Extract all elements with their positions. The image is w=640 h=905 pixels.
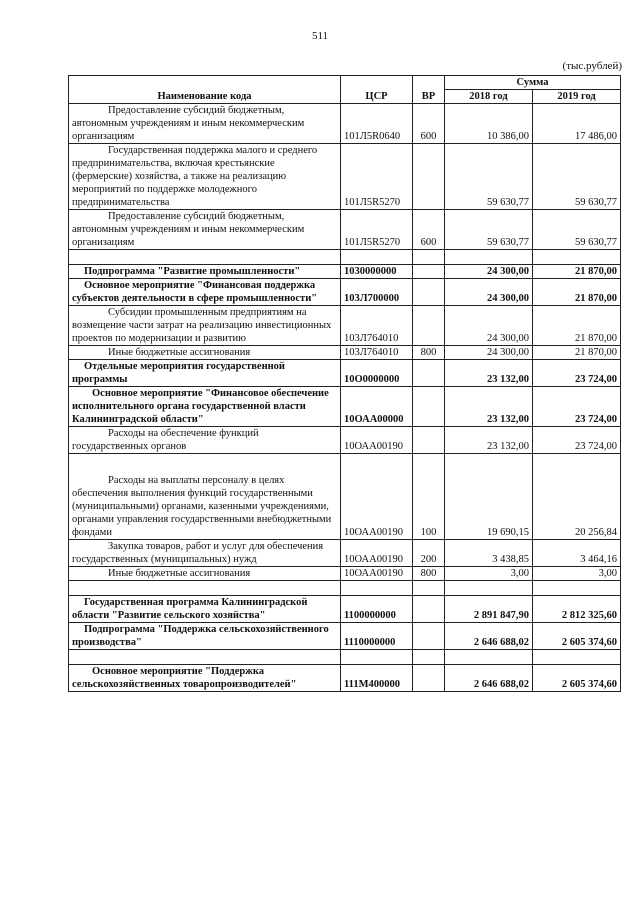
table-row xyxy=(69,104,621,144)
row-vr xyxy=(413,306,445,346)
row-2018: 10 386,00 xyxy=(445,104,533,144)
row-2018: 24 300,00 xyxy=(445,346,533,360)
row-2018: 23 132,00 xyxy=(445,387,533,427)
row-vr: 200 xyxy=(413,540,445,567)
row-csr: 103Л764010 xyxy=(341,306,413,346)
header-2019: 2019 год xyxy=(533,90,621,104)
row-csr: 101Л5R0640 xyxy=(341,104,413,144)
row-2018: 23 132,00 xyxy=(445,427,533,454)
row-name: Подпрограмма "Поддержка сельскохозяйственного производства" xyxy=(72,624,329,648)
row-vr xyxy=(413,265,445,279)
row-csr: 10ОАА00190 xyxy=(341,567,413,581)
header-name: Наименование кода xyxy=(69,76,341,104)
row-csr: 1100000000 xyxy=(341,596,413,623)
row-csr: 101Л5R5270 xyxy=(341,144,413,210)
spacer-row xyxy=(69,250,621,265)
row-csr: 111М400000 xyxy=(341,665,413,692)
row-vr: 100 xyxy=(413,454,445,540)
row-2018: 2 646 688,02 xyxy=(445,665,533,692)
row-vr: 800 xyxy=(413,346,445,360)
row-2018: 2 646 688,02 xyxy=(445,623,533,650)
row-name: Предоставление субсидий бюджетным, автономным учреждениям и иным некоммерческим организациям xyxy=(72,105,305,142)
row-name: Закупка товаров, работ и услуг для обеспечения государственных (муниципальных) нужд xyxy=(72,541,324,565)
row-csr: 1030000000 xyxy=(341,265,413,279)
row-name: Государственная поддержка малого и среднего предпринимательства, включая крестьянские (фермерские) хозяйства, а также на реализацию мероприятий по поддержке молодежного предпринимательства xyxy=(72,145,318,208)
page-number: 511 xyxy=(311,30,329,42)
row-2019: 3,00 xyxy=(533,567,621,581)
row-name: Иные бюджетные ассигнования xyxy=(108,568,251,579)
row-csr: 10ОАА00000 xyxy=(341,387,413,427)
table-row xyxy=(69,427,621,454)
table-row xyxy=(69,210,621,250)
row-name: Субсидии промышленным предприятиям на возмещение части затрат на реализацию инвестиционных проектов по модернизации и развитию xyxy=(72,307,332,344)
row-2019: 21 870,00 xyxy=(533,279,621,306)
row-vr xyxy=(413,427,445,454)
row-name: Основное мероприятие "Поддержка сельскохозяйственных товаропроизводителей" xyxy=(72,666,297,690)
header-sum: Сумма xyxy=(445,76,621,90)
row-2019: 2 812 325,60 xyxy=(533,596,621,623)
row-2019: 21 870,00 xyxy=(533,306,621,346)
table-row xyxy=(69,306,621,346)
table-row xyxy=(69,596,621,623)
row-name: Расходы на выплаты персоналу в целях обеспечения выполнения функций государственными (муниципальными) органами, казенными учреждениями, органами управления государственными внебюджетными фондами xyxy=(72,475,332,538)
table-row xyxy=(69,387,621,427)
row-csr: 10О0000000 xyxy=(341,360,413,387)
row-vr xyxy=(413,596,445,623)
row-2018: 59 630,77 xyxy=(445,210,533,250)
row-2018: 24 300,00 xyxy=(445,265,533,279)
spacer-row xyxy=(69,650,621,665)
row-csr: 10ОАА00190 xyxy=(341,454,413,540)
header-csr: ЦСР xyxy=(341,76,413,104)
row-2018: 24 300,00 xyxy=(445,279,533,306)
row-2018: 19 690,15 xyxy=(445,454,533,540)
row-vr: 800 xyxy=(413,567,445,581)
table-row xyxy=(69,279,621,306)
table-row xyxy=(69,144,621,210)
row-csr: 103Л764010 xyxy=(341,346,413,360)
row-2019: 23 724,00 xyxy=(533,387,621,427)
row-csr: 103Л700000 xyxy=(341,279,413,306)
table-row xyxy=(69,265,621,279)
row-csr: 10ОАА00190 xyxy=(341,540,413,567)
row-vr xyxy=(413,144,445,210)
row-name: Подпрограмма "Развитие промышленности" xyxy=(84,266,301,277)
row-2019: 23 724,00 xyxy=(533,427,621,454)
row-name: Расходы на обеспечение функций государственных органов xyxy=(72,428,259,452)
row-name: Отдельные мероприятия государственной программы xyxy=(72,361,285,385)
row-vr: 600 xyxy=(413,104,445,144)
spacer-row xyxy=(69,581,621,596)
row-name: Иные бюджетные ассигнования xyxy=(108,347,251,358)
row-2019: 59 630,77 xyxy=(533,210,621,250)
row-2019: 3 464,16 xyxy=(533,540,621,567)
row-2019: 59 630,77 xyxy=(533,144,621,210)
row-2019: 20 256,84 xyxy=(533,454,621,540)
table-row xyxy=(69,454,621,540)
table-row xyxy=(69,567,621,581)
table-row xyxy=(69,360,621,387)
row-2018: 2 891 847,90 xyxy=(445,596,533,623)
table-row xyxy=(69,540,621,567)
row-vr: 600 xyxy=(413,210,445,250)
row-vr xyxy=(413,665,445,692)
row-2019: 17 486,00 xyxy=(533,104,621,144)
row-name: Основное мероприятие "Финансовая поддержка субъектов деятельности в сфере промышленности" xyxy=(72,280,318,304)
budget-table xyxy=(68,75,621,692)
row-2019: 23 724,00 xyxy=(533,360,621,387)
row-vr xyxy=(413,623,445,650)
table-row xyxy=(69,346,621,360)
row-csr: 1110000000 xyxy=(341,623,413,650)
row-name: Предоставление субсидий бюджетным, автономным учреждениям и иным некоммерческим организациям xyxy=(72,211,305,248)
table-row xyxy=(69,623,621,650)
row-2018: 59 630,77 xyxy=(445,144,533,210)
header-2018: 2018 год xyxy=(445,90,533,104)
table-row xyxy=(69,665,621,692)
row-2018: 3 438,85 xyxy=(445,540,533,567)
row-csr: 10ОАА00190 xyxy=(341,427,413,454)
row-name: Государственная программа Калининградской области "Развитие сельского хозяйства" xyxy=(72,597,308,621)
row-vr xyxy=(413,360,445,387)
row-csr: 101Л5R5270 xyxy=(341,210,413,250)
row-vr xyxy=(413,387,445,427)
units-label: (тыс.рублей) xyxy=(562,60,622,72)
row-name: Основное мероприятие "Финансовое обеспечение исполнительного органа государственной власти Калининградской области" xyxy=(72,388,329,425)
row-vr xyxy=(413,279,445,306)
row-2019: 2 605 374,60 xyxy=(533,623,621,650)
row-2019: 21 870,00 xyxy=(533,346,621,360)
row-2019: 2 605 374,60 xyxy=(533,665,621,692)
header-vr: ВР xyxy=(413,76,445,104)
row-2018: 3,00 xyxy=(445,567,533,581)
row-2018: 23 132,00 xyxy=(445,360,533,387)
row-2019: 21 870,00 xyxy=(533,265,621,279)
row-2018: 24 300,00 xyxy=(445,306,533,346)
